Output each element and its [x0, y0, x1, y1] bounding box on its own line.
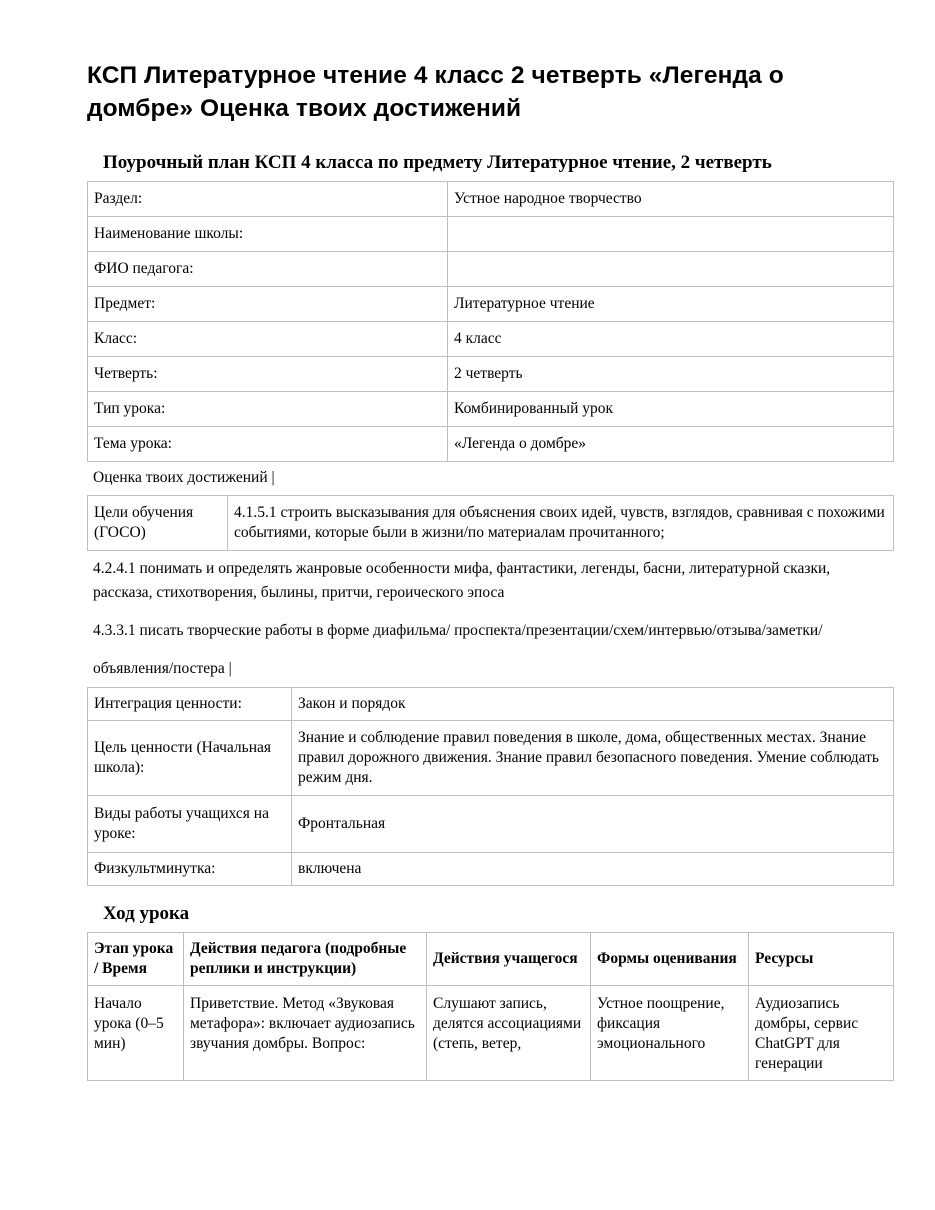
values-label: Цель ценности (Начальная школа):: [88, 721, 292, 796]
info-value: Комбинированный урок: [448, 392, 894, 427]
column-header: Ресурсы: [749, 933, 894, 986]
column-header: Формы оценивания: [591, 933, 749, 986]
lesson-cell: Начало урока (0–5 мин): [88, 986, 184, 1081]
values-value: Фронтальная: [292, 796, 894, 853]
values-label: Виды работы учащихся на уроке:: [88, 796, 292, 853]
info-value: «Легенда о домбре»: [448, 427, 894, 462]
column-header: Действия учащегося: [427, 933, 591, 986]
info-value: 2 четверть: [448, 357, 894, 392]
values-value: Закон и порядок: [292, 688, 894, 721]
info-label: Предмет:: [88, 287, 448, 322]
table-row: [88, 796, 894, 853]
column-header: Этап урока / Время: [88, 933, 184, 986]
lesson-cell: Слушают запись, делятся ассоциациями (степь, ветер,: [427, 986, 591, 1081]
info-label: Тема урока:: [88, 427, 448, 462]
lesson-cell: Аудиозапись домбры, сервис ChatGPT для генерации: [749, 986, 894, 1081]
lesson-cell: Устное поощрение, фиксация эмоционального: [591, 986, 749, 1081]
table-row: [88, 427, 894, 462]
info-value: Литературное чтение: [448, 287, 894, 322]
table-header-row: [88, 933, 894, 986]
goal-paragraph: 4.2.4.1 понимать и определять жанровые особенности мифа, фантастики, легенды, басни, литературной сказки, рассказа, стихотворения, былины, притчи, героического эпоса: [93, 560, 831, 601]
info-value: [448, 252, 894, 287]
table-row: [88, 688, 894, 721]
goals-label: Цели обучения (ГОСО): [88, 496, 228, 551]
table-row: [88, 496, 894, 551]
table-row: [88, 721, 894, 796]
values-table: [87, 687, 894, 886]
lesson-cell: Приветствие. Метод «Звуковая метафора»: включает аудиозапись звучания домбры. Вопрос:: [184, 986, 427, 1081]
goal-paragraph: объявления/постера |: [93, 660, 232, 677]
info-label: Класс:: [88, 322, 448, 357]
table-row: [88, 252, 894, 287]
assessment-line: Оценка твоих достижений |: [93, 469, 275, 486]
document-title: КСП Литературное чтение 4 класс 2 четверть «Легенда о домбре» Оценка твоих достижений: [87, 62, 784, 122]
values-value: включена: [292, 853, 894, 886]
info-label: Четверть:: [88, 357, 448, 392]
goal-paragraph: 4.3.3.1 писать творческие работы в форме диафильма/ проспекта/презентации/схем/интервью/отзыва/заметки/: [93, 622, 823, 639]
table-row: [88, 322, 894, 357]
learning-goals-table: [87, 495, 894, 551]
document-page: [87, 0, 893, 1081]
column-header: Действия педагога (подробные реплики и инструкции): [184, 933, 427, 986]
info-label: Наименование школы:: [88, 217, 448, 252]
values-label: Интеграция ценности:: [88, 688, 292, 721]
lesson-progress-heading: Ход урока: [103, 903, 190, 924]
info-value: [448, 217, 894, 252]
table-row: [88, 287, 894, 322]
info-value: 4 класс: [448, 322, 894, 357]
table-row: [88, 392, 894, 427]
lesson-progress-table: [87, 932, 894, 1081]
info-label: Раздел:: [88, 182, 448, 217]
values-value: Знание и соблюдение правил поведения в школе, дома, общественных местах. Знание правил дорожного движения. Знание правил безопасного поведения. Умение соблюдать режим дня.: [292, 721, 894, 796]
table-row: [88, 357, 894, 392]
info-value: Устное народное творчество: [448, 182, 894, 217]
values-label: Физкультминутка:: [88, 853, 292, 886]
table-row: [88, 182, 894, 217]
info-label: Тип урока:: [88, 392, 448, 427]
table-row: [88, 853, 894, 886]
lesson-info-table: [87, 181, 894, 462]
table-row: [88, 217, 894, 252]
table-row: [88, 986, 894, 1081]
goals-value: 4.1.5.1 строить высказывания для объяснения своих идей, чувств, взглядов, сравнивая с похожими событиями, которые были в жизни/по материалам прочитанного;: [228, 496, 894, 551]
plan-subtitle: Поурочный план КСП 4 класса по предмету Литературное чтение, 2 четверть: [103, 152, 772, 173]
info-label: ФИО педагога:: [88, 252, 448, 287]
